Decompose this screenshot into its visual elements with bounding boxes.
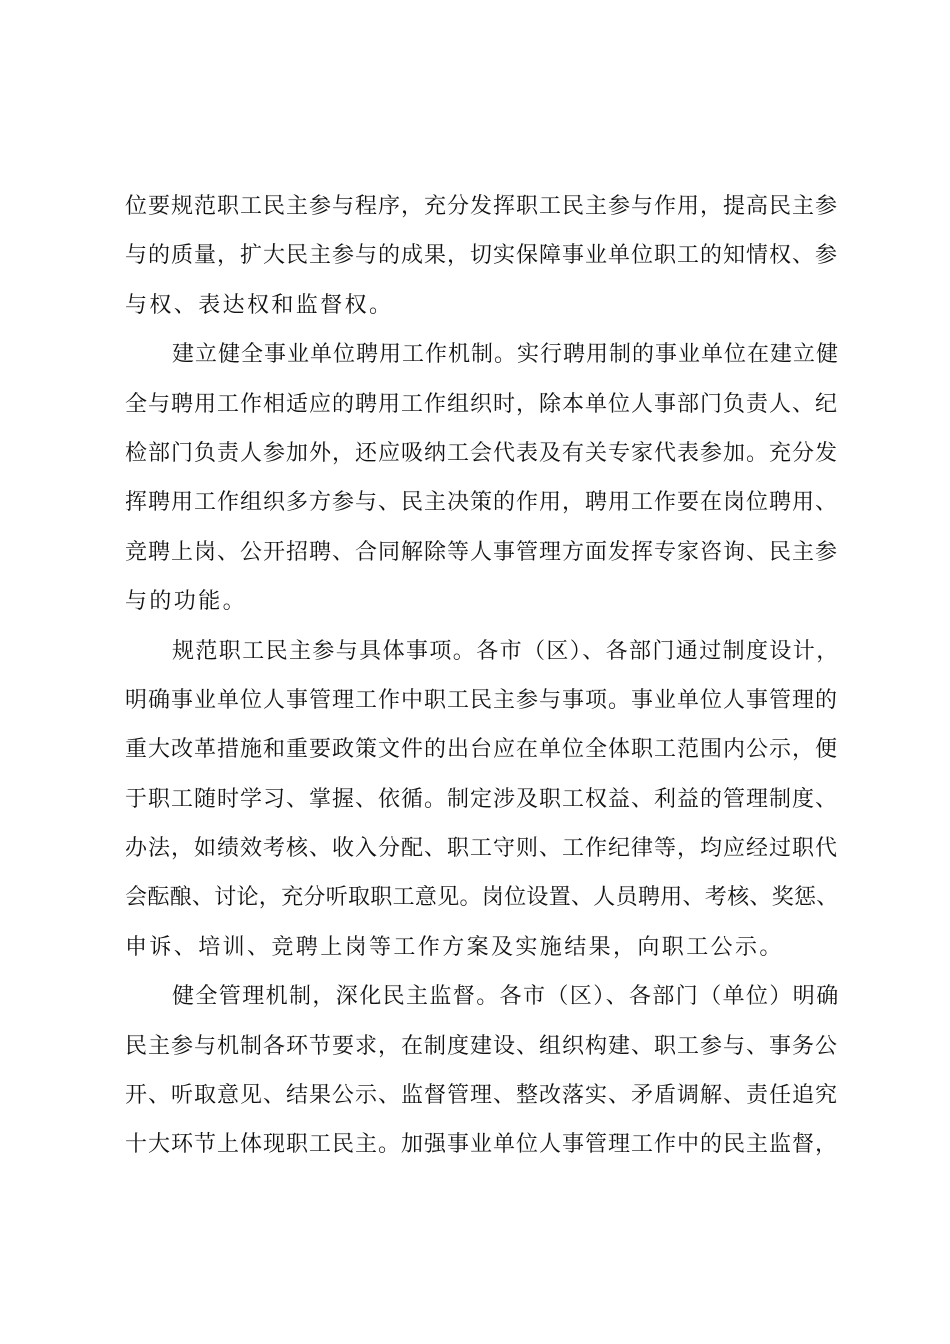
text-line: 开、听取意见、结果公示、监督管理、整改落实、矛盾调解、责任追究 — [125, 1083, 839, 1109]
text-line: 与的质量，扩大民主参与的成果，切实保障事业单位职工的知情权、参 — [125, 243, 839, 269]
text-line: 竞聘上岗、公开招聘、合同解除等人事管理方面发挥专家咨询、民主参 — [125, 539, 839, 565]
text-line: 十大环节上体现职工民主。加强事业单位人事管理工作中的民主监督， — [125, 1132, 839, 1158]
text-line: 会酝酿、讨论，充分听取职工意见。岗位设置、人员聘用、考核、奖惩、 — [125, 885, 839, 911]
text-line: 挥聘用工作组织多方参与、民主决策的作用，聘用工作要在岗位聘用、 — [125, 490, 839, 516]
paragraph-2 — [125, 330, 840, 626]
paragraph-1 — [125, 182, 840, 330]
text-line: 明确事业单位人事管理工作中职工民主参与事项。事业单位人事管理的 — [125, 687, 839, 713]
text-line: 建立健全事业单位聘用工作机制。实行聘用制的事业单位在建立健 — [172, 342, 840, 368]
text-line: 全与聘用工作相适应的聘用工作组织时，除本单位人事部门负责人、纪 — [125, 391, 839, 417]
body-text — [125, 182, 840, 1170]
text-line: 检部门负责人参加外，还应吸纳工会代表及有关专家代表参加。充分发 — [125, 440, 839, 466]
text-line: 重大改革措施和重要政策文件的出台应在单位全体职工范围内公示，便 — [125, 737, 839, 763]
text-line: 规范职工民主参与具体事项。各市（区）、各部门通过制度设计， — [172, 638, 840, 664]
paragraph-4 — [125, 972, 840, 1170]
text-line: 于职工随时学习、掌握、依循。制定涉及职工权益、利益的管理制度、 — [125, 786, 839, 812]
text-line: 与的功能。 — [125, 589, 248, 615]
text-line: 位要规范职工民主参与程序，充分发挥职工民主参与作用，提高民主参 — [125, 194, 839, 219]
text-line: 办法，如绩效考核、收入分配、职工守则、工作纪律等，均应经过职代 — [125, 836, 839, 862]
paragraph-3 — [125, 627, 840, 973]
text-line: 与权、表达权和监督权。 — [125, 292, 394, 318]
text-line: 民主参与机制各环节要求，在制度建设、组织构建、职工参与、事务公 — [125, 1033, 839, 1059]
text-line: 申诉、培训、竞聘上岗等工作方案及实施结果，向职工公示。 — [125, 934, 784, 960]
text-line: 健全管理机制，深化民主监督。各市（区）、各部门（单位）明确 — [172, 984, 840, 1010]
